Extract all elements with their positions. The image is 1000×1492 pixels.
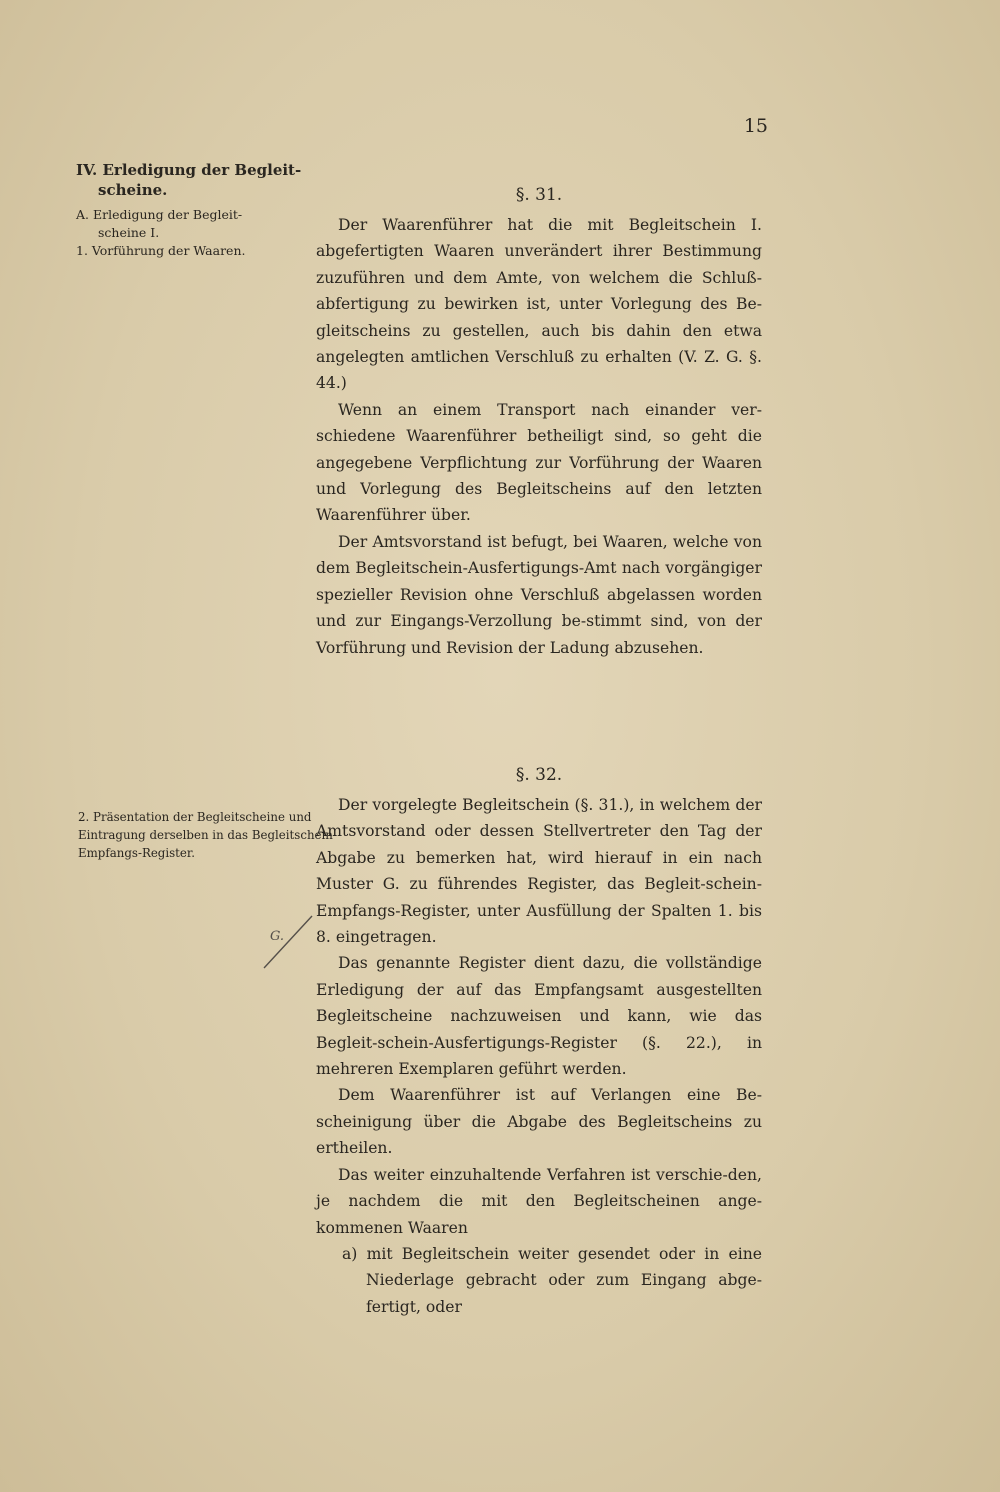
margin-subheading-a-cont: scheine I. — [98, 225, 160, 240]
pencil-mark-label: G. — [270, 929, 285, 944]
margin-subheading-a: A. Erledigung der Begleit- — [76, 207, 243, 222]
margin-notes-section32 — [78, 808, 338, 862]
section-32-title: §. 32. — [515, 765, 563, 785]
section-32-paragraph-2: Das genannte Register dient dazu, die vollständige Erledigung der auf das Empfangsamt ausgestellten Begleitscheine nachzuweisen und kann, wie das Begleit-schein-Ausfertigungs-Register (§. 22.), in mehreren Exemplaren geführt werden. — [316, 954, 762, 1079]
section-32-paragraph-4: Das weiter einzuhaltende Verfahren ist verschie-den, je nachdem die mit den Begleitscheinen ange-kommenen Waaren — [316, 1165, 762, 1237]
margin-notes-top — [76, 160, 336, 260]
margin-note-2-line1: 2. Präsentation der Begleitscheine und — [78, 810, 312, 824]
section-32-list-item-a: a) mit Begleitschein weiter gesendet oder in eine Niederlage gebracht oder zum Eingang abge-fertigt, oder — [342, 1244, 762, 1316]
margin-heading-iv: IV. Erledigung der Begleit- — [76, 161, 302, 179]
margin-note-2-line3: Empfangs-Register. — [78, 846, 195, 860]
section-31-paragraph-3: Der Amtsvorstand ist befugt, bei Waaren, welche von dem Begleitschein-Ausfertigungs-Amt nach vorgängiger spezieller Revision ohne Verschluß abgelassen worden und zur Eingangs-Verzollung be-stimmt sind, von der Vorführung und Revision der Ladung abzusehen. — [316, 532, 762, 657]
section-31-paragraph-1: Der Waarenführer hat die mit Begleitschein I. abgefertigten Waaren unverändert ihrer Bestimmung zuzuführen und dem Amte, von welchem die Schluß-abfertigung zu bewirken ist, unter Vorlegung des Be-gleitscheins zu gestellen, auch bis dahin den etwa angelegten amtlichen Verschluß zu erhalten (V. Z. G. §. 44.) — [316, 216, 762, 393]
margin-subheading-1: 1. Vorführung der Waaren. — [76, 243, 246, 258]
section-32 — [316, 760, 762, 1320]
margin-note-2-line2: Eintragung derselben in das Begleitschein- — [78, 828, 337, 842]
margin-heading-iv-cont: scheine. — [98, 181, 168, 199]
section-32-paragraph-3: Dem Waarenführer ist auf Verlangen eine Be-scheinigung über die Abgabe des Begleitscheins zu ertheilen. — [316, 1086, 762, 1158]
section-31-paragraph-2: Wenn an einem Transport nach einander ver-schiedene Waarenführer betheiligt sind, so geht die angegebene Verpflichtung zur Vorführung der Waaren und Vorlegung des Begleitscheins auf den letzten Waarenführer über. — [316, 400, 762, 525]
section-32-paragraph-1: Der vorgelegte Begleitschein (§. 31.), in welchem der Amtsvorstand oder dessen Stellvertreter den Tag der Abgabe zu bemerken hat, wird hierauf in ein nach Muster G. zu führendes Register, das Begleit-schein-Empfangs-Register, unter Ausfüllung der Spalten 1. bis 8. eingetragen. — [316, 796, 762, 947]
page-number: 15 — [743, 115, 768, 137]
section-31 — [316, 180, 762, 661]
pencil-mark — [258, 912, 318, 972]
section-31-title: §. 31. — [515, 185, 563, 205]
